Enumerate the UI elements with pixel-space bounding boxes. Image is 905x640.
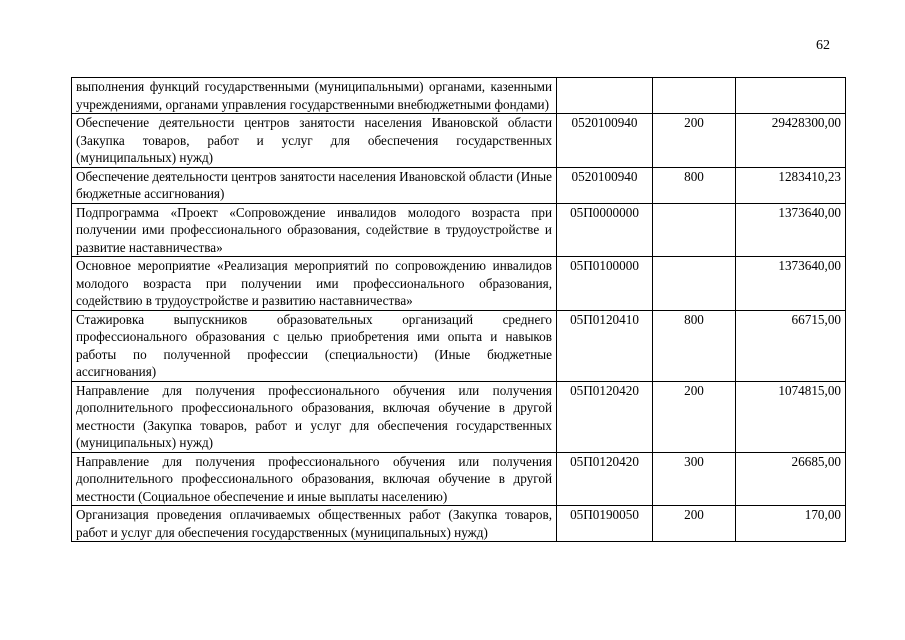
row-target-code: 05П0190050: [557, 506, 653, 542]
row-amount: 1283410,23: [736, 167, 846, 203]
table-row: [72, 114, 846, 168]
row-expense-type: 200: [653, 506, 736, 542]
budget-table: [71, 77, 846, 542]
table-row: [72, 381, 846, 452]
page-number: 62: [816, 38, 830, 53]
row-expense-type: 800: [653, 167, 736, 203]
row-expense-type: [653, 203, 736, 257]
table-row: [72, 78, 846, 114]
row-amount: 1373640,00: [736, 257, 846, 311]
row-name: Обеспечение деятельности центров занятости населения Ивановской области (Закупка товаров, работ и услуг для обеспечения государственных (муниципальных) нужд): [72, 114, 557, 168]
row-amount: [736, 78, 846, 114]
row-name: Направление для получения профессионального обучения или получения дополнительного профессионального образования, включая обучение в другой местности (Социальное обеспечение и иные выплаты населению): [72, 452, 557, 506]
table-row: [72, 310, 846, 381]
row-amount: 1373640,00: [736, 203, 846, 257]
row-target-code: 0520100940: [557, 167, 653, 203]
row-expense-type: 200: [653, 114, 736, 168]
row-amount: 29428300,00: [736, 114, 846, 168]
row-name: Обеспечение деятельности центров занятости населения Ивановской области (Иные бюджетные ассигнования): [72, 167, 557, 203]
row-target-code: 05П0120420: [557, 452, 653, 506]
row-expense-type: [653, 78, 736, 114]
row-expense-type: 200: [653, 381, 736, 452]
table-row: [72, 506, 846, 542]
row-target-code: 05П0120420: [557, 381, 653, 452]
row-amount: 66715,00: [736, 310, 846, 381]
row-name: Основное мероприятие «Реализация мероприятий по сопровождению инвалидов молодого возраста при получении ими профессионального образования, содействию в трудоустройстве и развитию наставничества»: [72, 257, 557, 311]
table-row: [72, 257, 846, 311]
row-name: Стажировка выпускников образовательных организаций среднего профессионального образования с целью приобретения ими опыта и навыков работы по полученной профессии (специальности) (Иные бюджетные ассигнования): [72, 310, 557, 381]
row-target-code: 05П0100000: [557, 257, 653, 311]
table-row: [72, 203, 846, 257]
row-name: Подпрограмма «Проект «Сопровождение инвалидов молодого возраста при получении ими профессионального образования, содействие в трудоустройстве и развитие наставничества»: [72, 203, 557, 257]
row-amount: 1074815,00: [736, 381, 846, 452]
row-name: выполнения функций государственными (муниципальными) органами, казенными учреждениями, органами управления государственными внебюджетными фондами): [72, 78, 557, 114]
row-amount: 26685,00: [736, 452, 846, 506]
table-row: [72, 452, 846, 506]
row-target-code: 05П0120410: [557, 310, 653, 381]
row-expense-type: [653, 257, 736, 311]
row-target-code: 05П0000000: [557, 203, 653, 257]
row-name: Организация проведения оплачиваемых общественных работ (Закупка товаров, работ и услуг для обеспечения государственных (муниципальных) нужд): [72, 506, 557, 542]
row-target-code: [557, 78, 653, 114]
row-expense-type: 800: [653, 310, 736, 381]
row-amount: 170,00: [736, 506, 846, 542]
row-expense-type: 300: [653, 452, 736, 506]
row-name: Направление для получения профессионального обучения или получения дополнительного профессионального образования, включая обучение в другой местности (Закупка товаров, работ и услуг для обеспечения государственных (муниципальных) нужд): [72, 381, 557, 452]
table-row: [72, 167, 846, 203]
row-target-code: 0520100940: [557, 114, 653, 168]
